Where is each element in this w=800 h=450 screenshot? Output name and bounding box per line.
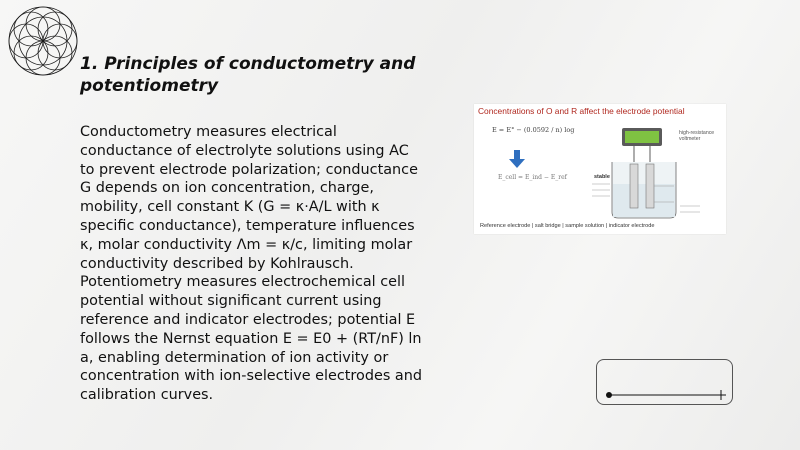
down-arrow-icon (509, 150, 525, 168)
indicator-electrode (646, 164, 654, 208)
decorative-circle-logo-icon (4, 4, 82, 78)
electrode-potential-figure (474, 104, 726, 234)
slide-title: 1. Principles of conductometry and potentiometry (80, 54, 416, 96)
slider-track (597, 360, 732, 404)
slider-widget[interactable] (596, 359, 733, 405)
figure-title: Concentrations of O and R affect the electrode potential (478, 106, 685, 116)
reference-electrode (630, 164, 638, 208)
voltmeter-label: high-resistance voltmeter (679, 130, 715, 142)
nernst-equation: E = E° − (0.0592 / n) log (492, 126, 575, 134)
crosshair-icon[interactable] (716, 390, 726, 400)
voltmeter-display (625, 131, 659, 143)
stable-label: stable (594, 174, 610, 180)
electrode-setup-diagram (474, 104, 726, 234)
slide-body-text: Conductometry measures electrical conductance of electrolyte solutions using AC to prevent electrode polarization; conductance G depends on ion concentration, charge, mobility, cell constant K (G = κ·A/L with κ specific conductance), temperature influences κ, molar conductivity Λm = κ/c, limiting molar conductivity described by Kohlrausch. Potentiometry measures electrochemical cell potential without significant current using reference and indicator electrodes; potential E follows the Nernst equation E = E0 + (RT/nF) ln a, enabling determination of ion activity or concentration with ion-selective electrodes and calibration curves. (80, 124, 422, 404)
cell-potential-equation: E_cell = E_ind − E_ref (498, 174, 567, 181)
figure-caption: Reference electrode | salt bridge | sample solution | indicator electrode (480, 223, 655, 229)
